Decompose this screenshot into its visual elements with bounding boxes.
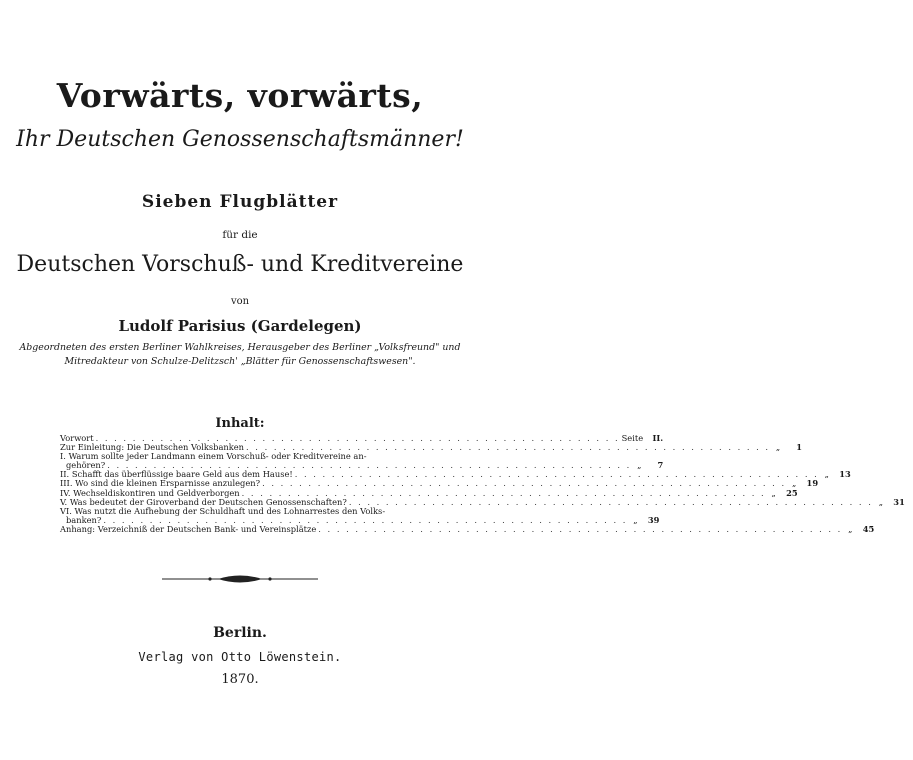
toc-row — [60, 523, 875, 534]
toc-entry-title: Was nutzt die Aufhebung der Schuldhaft und des Lohnarrestes den Volks- — [74, 505, 386, 516]
toc-entry-number: IV. — [60, 487, 74, 498]
toc-page-number: 1 — [796, 442, 803, 453]
toc-ditto-mark: „ — [824, 469, 829, 480]
toc-page-number: II. — [652, 433, 664, 443]
imprint-place: Berlin. — [213, 625, 267, 641]
toc-page-number: 25 — [786, 487, 798, 498]
author-name: Ludolf Parisius (Gardelegen) — [118, 317, 362, 335]
ornamental-divider — [160, 573, 320, 585]
author-description-line2: Mitredakteur von Schulze-Delitzsch' „Blätter für Genossenschaftswesen". — [64, 356, 416, 367]
toc-entry-title: banken? — [66, 514, 102, 525]
subtitle: Sieben Flugblätter — [141, 192, 339, 212]
toc-page-number: 19 — [806, 478, 819, 489]
toc-page-number: 39 — [647, 514, 660, 525]
toc-page-number: 7 — [657, 460, 664, 471]
toc-entry-title: Vorwort — [60, 433, 94, 443]
toc-page-number: 31 — [893, 496, 905, 507]
toc-entry-title: Wo sind die kleinen Ersparnisse anzulegen? — [75, 478, 261, 489]
imprint-year: 1870. — [221, 672, 259, 687]
main-title: Vorwärts, vorwärts, — [56, 76, 424, 115]
toc-page-label: Seite — [621, 433, 644, 443]
toc-entry-number: I. — [60, 451, 69, 462]
toc-ditto-mark: „ — [848, 523, 853, 534]
toc-ditto-mark: „ — [637, 460, 642, 471]
toc-entry-number: V. — [60, 496, 70, 507]
by-text: von — [230, 296, 250, 307]
contents-heading: Inhalt: — [215, 416, 265, 431]
toc-page-number: 45 — [862, 523, 875, 534]
toc-leader-dots — [316, 525, 844, 534]
imprint-publisher: Verlag von Otto Löwenstein. — [138, 650, 342, 664]
toc-entry-title: Schafft das überflüssige baare Geld aus dem Hause! — [71, 469, 293, 480]
toc-entry-title: Anhang: Verzeichniß der Deutschen Bank- und Vereinsplätze — [60, 523, 317, 534]
toc-ditto-mark: „ — [771, 487, 776, 498]
toc-entry-title: Zur Einleitung: Die Deutschen Volksbanken — [60, 442, 245, 453]
author-description-line1: Abgeordneten des ersten Berliner Wahlkreises, Herausgeber des Berliner „Volksfreund" und — [19, 342, 461, 353]
subtitle-target: Deutschen Vorschuß- und Kreditvereine — [16, 252, 464, 277]
toc-ditto-mark: „ — [878, 496, 883, 507]
main-title-line2: Ihr Deutschen Genossenschaftsmänner! — [16, 127, 464, 152]
toc-entry-number: II. — [60, 469, 72, 480]
table-of-contents — [60, 433, 905, 534]
toc-ditto-mark: „ — [791, 478, 797, 489]
toc-leader-dots — [347, 498, 875, 507]
for-the-text: für die — [222, 229, 258, 241]
toc-entry-number: III. — [60, 478, 76, 489]
toc-entry-title: Was bedeutet der Giroverband der Deutschen Genossenschaften? — [69, 496, 347, 507]
toc-entry-title: gehören? — [66, 460, 106, 471]
toc-entry-number: VI. — [60, 505, 75, 516]
toc-entry-title: Wechseldiskontiren und Geldverborgen — [73, 487, 240, 498]
toc-ditto-mark: „ — [633, 514, 638, 525]
toc-entry-title: Warum sollte jeder Landmann einem Vorschuß- oder Kreditvereine an- — [68, 451, 367, 462]
toc-ditto-mark: „ — [775, 442, 781, 453]
toc-page-number: 13 — [839, 469, 851, 480]
